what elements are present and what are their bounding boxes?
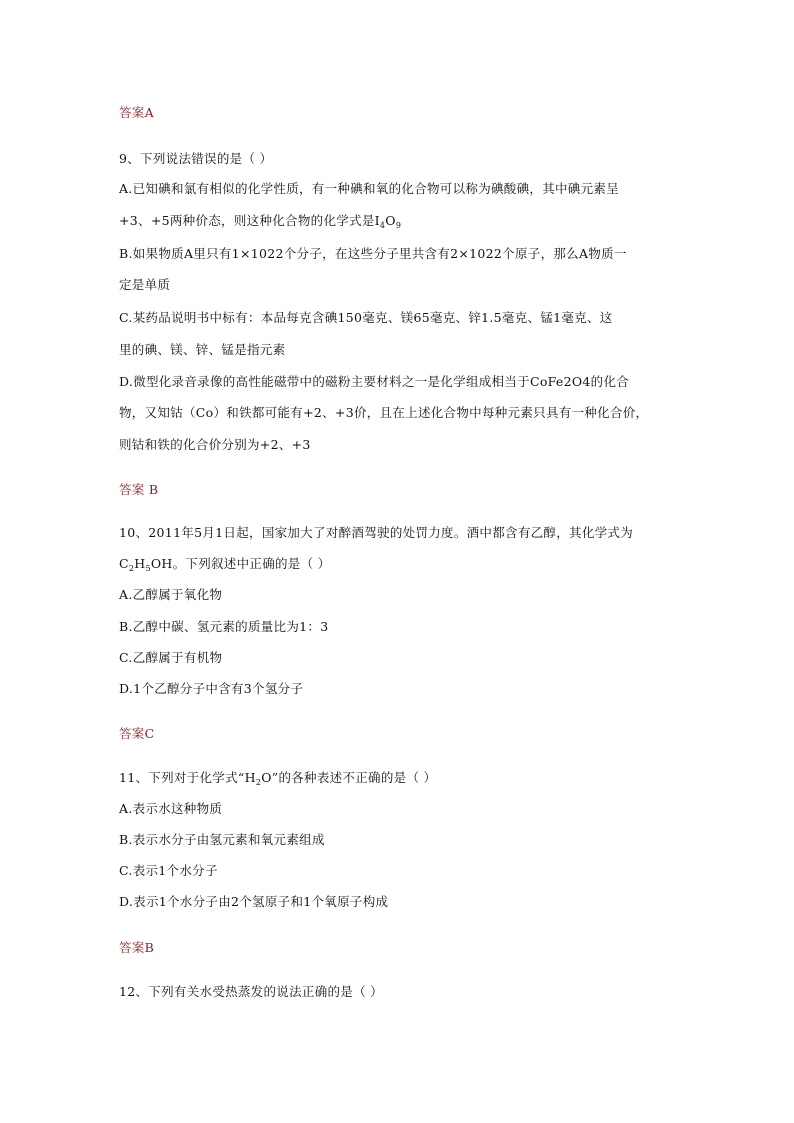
question-11-option-a: A.表示水这种物质 <box>119 801 223 816</box>
chemical-formula: $I_4O_9$ <box>374 213 402 230</box>
question-9-option-a-cont <box>119 212 674 230</box>
question-10: 10、2011年5月1日起，国家加大了对醉酒驾驶的处罚力度。酒中都含有乙醇，其化学式为 <box>119 525 634 540</box>
question-12: 12、下列有关水受热蒸发的说法正确的是（ ） <box>119 984 383 999</box>
question-9-option-b: B.如果物质A里只有1×1022个分子，在这些分子里共含有2×1022个原子，那么A物质一 <box>119 246 627 261</box>
question-11 <box>119 769 674 787</box>
answer-11: 答案B <box>119 940 155 955</box>
chemical-formula: $H_2O$ <box>244 770 272 787</box>
answer-10: 答案C <box>119 726 155 741</box>
question-9-option-d-cont-2: 则钴和铁的化合价分别为+2、+3 <box>119 437 311 452</box>
question-10-option-b: B.乙醇中碳、氢元素的质量比为1：3 <box>119 619 329 634</box>
question-11-option-b: B.表示水分子由氢元素和氧元素组成 <box>119 832 325 847</box>
question-11-option-d: D.表示1个水分子由2个氢原子和1个氧原子构成 <box>119 894 389 909</box>
answer-9: 答案 B <box>119 482 159 497</box>
question-9-option-d-cont-1: 物，又知钴（Co）和铁都可能有+2、+3价，且在上述化合物中每种元素只具有一种化合价， <box>119 405 649 420</box>
question-9-option-d: D.微型化录音录像的高性能磁带中的磁粉主要材料之一是化学组成相当于CoFe2O4的化合 <box>119 374 630 389</box>
chemical-formula: $C_2H_5OH$ <box>119 556 173 573</box>
question-9-option-c-cont: 里的碘、镁、锌、锰是指元素 <box>119 342 286 357</box>
answer-8: 答案A <box>119 105 154 120</box>
option-text: +3、+5两种价态，则这种化合物的化学式是 <box>119 213 375 228</box>
question-9-option-c: C.某药品说明书中标有：本品每克含碘150毫克、镁65毫克、锌1.5毫克、锰1毫克、这 <box>119 310 613 325</box>
question-11-option-c: C.表示1个水分子 <box>119 863 218 878</box>
question-10-option-c: C.乙醇属于有机物 <box>119 650 223 665</box>
question-9-option-a: A.已知碘和氯有相似的化学性质，有一种碘和氧的化合物可以称为碘酸碘，其中碘元素呈 <box>119 181 620 196</box>
question-9: 9、下列说法错误的是（ ） <box>119 151 273 166</box>
question-10-option-a: A.乙醇属于氧化物 <box>119 587 223 602</box>
question-10-option-d: D.1个乙醇分子中含有3个氢分子 <box>119 681 304 696</box>
question-10-cont <box>119 555 674 573</box>
question-text: 11、下列对于化学式“ <box>119 770 245 785</box>
question-9-option-b-cont: 定是单质 <box>119 277 171 292</box>
question-text: ”的各种表述不正确的是（ ） <box>271 770 437 785</box>
question-text: 。下列叙述中正确的是（ ） <box>172 556 331 571</box>
